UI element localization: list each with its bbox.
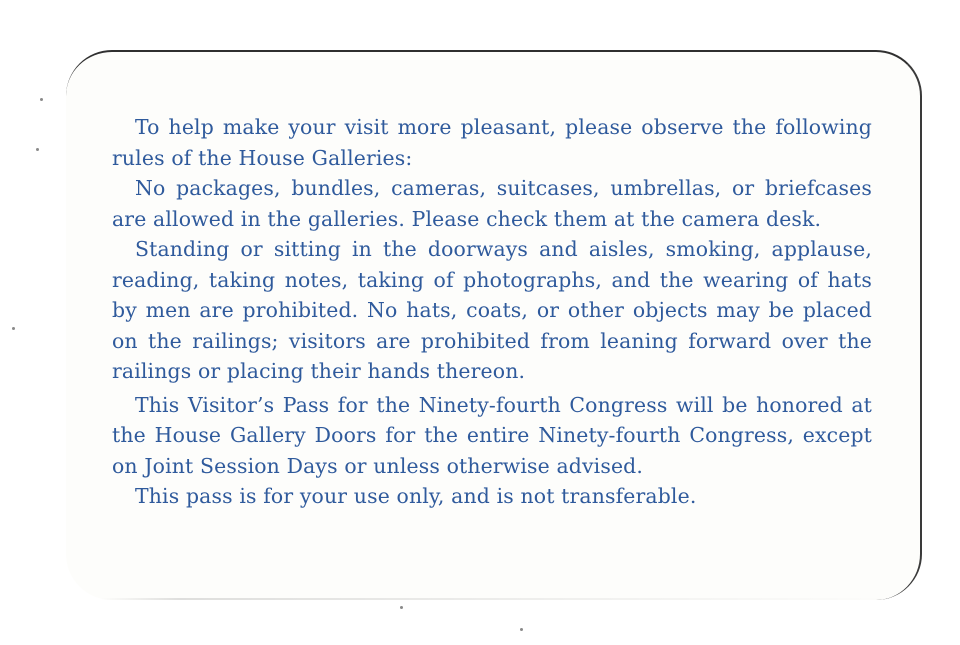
dust-speck [400, 606, 403, 609]
conduct-rule-paragraph: Standing or sitting in the doorways and aisles, smoking, applause, reading, taking notes, taking of photographs, and the wearing of hats by men are prohibited. No hats, coats, or other objects may be placed on the railings; visitors are prohibited from leaning forward over the railings or placing their hands thereon. [112, 237, 872, 383]
packages-rule-paragraph: No packages, bundles, cameras, suitcases, umbrellas, or briefcases are allowed in the galleries. Please check them at the camera desk. [112, 176, 872, 231]
gallery-rules-text [112, 112, 872, 512]
dust-speck [520, 628, 523, 631]
dust-speck [36, 148, 39, 151]
card-bottom-edge [100, 598, 900, 600]
non-transferable-paragraph: This pass is for your use only, and is not transferable. [135, 484, 697, 508]
dust-speck [40, 98, 43, 101]
intro-paragraph: To help make your visit more pleasant, please observe the following rules of the House Galleries: [112, 115, 872, 170]
pass-validity-paragraph: This Visitor’s Pass for the Ninety-fourth Congress will be honored at the House Gallery Doors for the entire Ninety-fourth Congress, except on Joint Session Days or unless otherwise advised. [112, 392, 872, 478]
dust-speck [12, 327, 15, 330]
